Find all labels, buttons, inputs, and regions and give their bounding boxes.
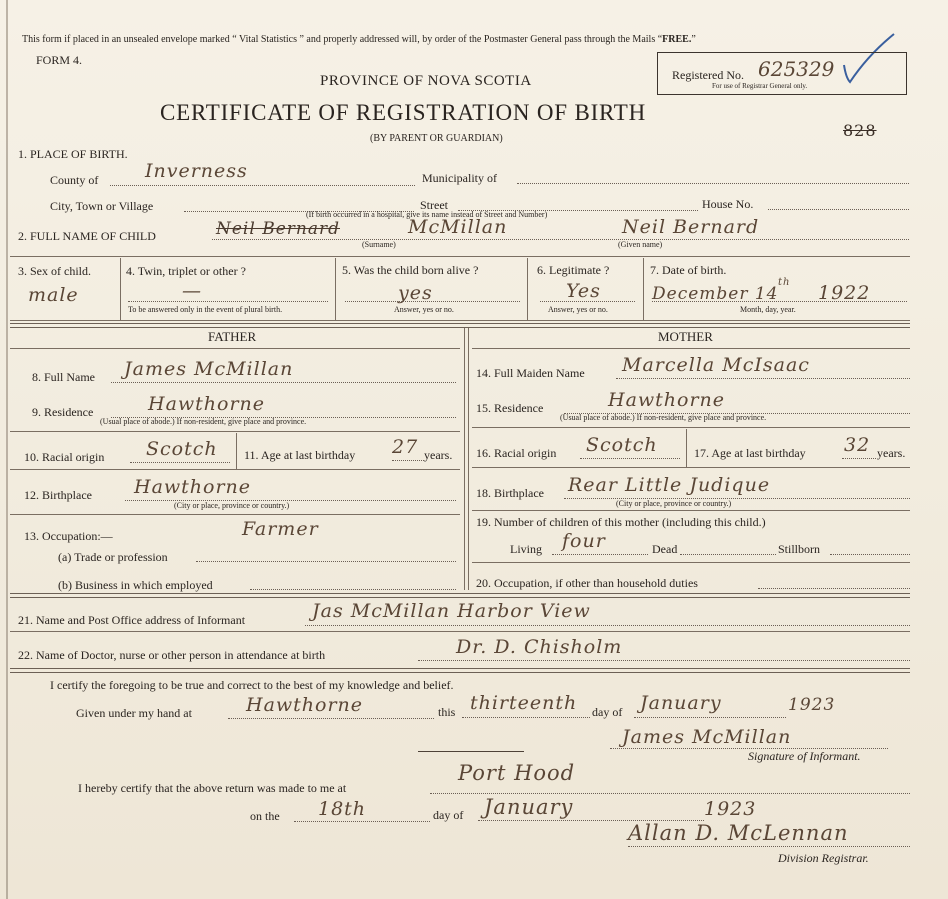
given-caption: (Given name) bbox=[618, 240, 663, 249]
postal-notice bbox=[22, 33, 696, 47]
col-divider-4 bbox=[643, 258, 644, 320]
given-under-label: Given under my hand at bbox=[76, 706, 192, 720]
mother-racial-label: 16. Racial origin bbox=[476, 446, 557, 460]
return-year-value: 1923 bbox=[704, 798, 757, 820]
alive-line bbox=[345, 301, 520, 302]
return-place-line bbox=[430, 793, 910, 794]
father-occupation-label: 13. Occupation:— bbox=[24, 529, 113, 543]
registrar-signature: Allan D. McLennan bbox=[628, 821, 849, 845]
mother-heading-rule bbox=[472, 348, 910, 349]
dob-suffix: th bbox=[778, 277, 791, 288]
parents-divider-right bbox=[468, 328, 469, 590]
mother-name-label: 14. Full Maiden Name bbox=[476, 366, 585, 380]
father-birthplace-label: 12. Birthplace bbox=[24, 488, 92, 502]
mother-rule-1 bbox=[472, 427, 910, 428]
doctor-bottom-rule bbox=[10, 668, 910, 673]
father-age-value: 27 bbox=[392, 436, 419, 458]
father-age-label: 11. Age at last birthday bbox=[244, 448, 356, 462]
certificate-subtitle: (BY PARENT OR GUARDIAN) bbox=[370, 133, 503, 144]
col-divider-1 bbox=[120, 258, 121, 320]
child-name-label: 2. FULL NAME OF CHILD bbox=[18, 229, 156, 243]
doctor-line bbox=[418, 660, 910, 661]
city-label: City, Town or Village bbox=[50, 199, 154, 213]
doctor-value: Dr. D. Chisholm bbox=[456, 636, 623, 658]
dob-month-day: December 14 bbox=[652, 284, 779, 304]
col-divider-3 bbox=[527, 258, 528, 320]
father-heading: FATHER bbox=[208, 329, 257, 344]
surname-caption: (Surname) bbox=[362, 240, 396, 249]
child-given-name: Neil Bernard bbox=[622, 216, 760, 238]
postal-notice-free: FREE. bbox=[662, 34, 692, 45]
father-rule-3 bbox=[10, 514, 460, 515]
alive-label: 5. Was the child born alive ? bbox=[342, 263, 479, 277]
informant-top-rule bbox=[10, 593, 910, 598]
mother-birthplace-label: 18. Birthplace bbox=[476, 486, 544, 500]
return-statement: I hereby certify that the above return was made to me at bbox=[78, 781, 347, 795]
mother-age-unit: years. bbox=[877, 446, 906, 460]
return-month-value: January bbox=[484, 795, 574, 819]
mother-rule-4 bbox=[472, 562, 910, 563]
father-residence-label: 9. Residence bbox=[32, 405, 94, 419]
father-rule-2 bbox=[10, 469, 460, 470]
certificate-title: CERTIFICATE OF REGISTRATION OF BIRTH bbox=[160, 100, 647, 125]
certify-statement: I certify the foregoing to be true and correct to the best of my knowledge and belief. bbox=[50, 678, 454, 692]
father-birthplace-note: (City or place, province or country.) bbox=[174, 501, 290, 510]
registered-note: For use of Registrar General only. bbox=[712, 82, 808, 90]
mother-birthplace-note: (City or place, province or country.) bbox=[616, 499, 732, 508]
given-day-of-label: day of bbox=[592, 705, 623, 719]
dob-line bbox=[652, 301, 907, 302]
hospital-note: (If birth occurred in a hospital, give its name instead of Street and Number) bbox=[306, 210, 548, 219]
father-rule-1 bbox=[10, 431, 460, 432]
dob-year: 1922 bbox=[818, 282, 871, 304]
father-birthplace-value: Hawthorne bbox=[134, 476, 252, 498]
given-place-line bbox=[228, 718, 434, 719]
form-number: FORM 4. bbox=[36, 53, 83, 67]
doctor-label: 22. Name of Doctor, nurse or other person in attendance at birth bbox=[18, 648, 326, 662]
mother-living-value: four bbox=[562, 530, 606, 552]
parents-top-rule bbox=[10, 323, 910, 328]
father-occupation-value: Farmer bbox=[242, 518, 319, 540]
dob-note: Month, day, year. bbox=[740, 305, 796, 314]
child-name-struck: Neil Bernard bbox=[216, 219, 340, 239]
sex-value: male bbox=[28, 284, 79, 306]
child-name-line bbox=[212, 239, 909, 240]
page-edge bbox=[6, 0, 8, 899]
legitimate-value: Yes bbox=[566, 280, 601, 302]
place-of-birth-heading: 1. PLACE OF BIRTH. bbox=[18, 147, 128, 161]
informant-label: 21. Name and Post Office address of Informant bbox=[18, 613, 246, 627]
father-racial-value: Scotch bbox=[146, 438, 218, 460]
legitimate-line bbox=[540, 301, 635, 302]
return-place-value: Port Hood bbox=[458, 761, 576, 785]
given-day-line bbox=[462, 717, 590, 718]
given-this-label: this bbox=[438, 705, 456, 719]
mother-residence-note: (Usual place of abode.) If non-resident, give place and province. bbox=[560, 413, 767, 422]
legitimate-note: Answer, yes or no. bbox=[548, 305, 608, 314]
mother-age-value: 32 bbox=[844, 434, 871, 456]
county-label: County of bbox=[50, 173, 99, 187]
postal-notice-close: ” bbox=[691, 34, 696, 45]
child-surname: McMillan bbox=[408, 216, 508, 238]
registered-label: Registered No. bbox=[672, 68, 744, 82]
twin-note: To be answered only in the event of plural birth. bbox=[128, 305, 283, 314]
mother-stillborn-line bbox=[830, 554, 910, 555]
father-name-line bbox=[111, 382, 456, 383]
col-divider-2 bbox=[335, 258, 336, 320]
father-age-unit: years. bbox=[424, 448, 453, 462]
municipality-label: Municipality of bbox=[422, 171, 497, 185]
mother-occupation-line bbox=[758, 588, 910, 589]
corner-mark: 828 bbox=[843, 121, 877, 140]
mother-living-label: Living bbox=[510, 542, 542, 556]
mother-age-line bbox=[842, 458, 876, 459]
municipality-line bbox=[517, 183, 909, 184]
registrar-signature-line bbox=[628, 846, 910, 847]
return-day-value: 18th bbox=[318, 798, 367, 820]
province-heading: PROVINCE OF NOVA SCOTIA bbox=[320, 73, 532, 89]
given-month-value: January bbox=[640, 692, 722, 714]
informant-signature-caption: Signature of Informant. bbox=[748, 749, 861, 763]
father-business-line bbox=[250, 589, 456, 590]
alive-value: yes bbox=[398, 282, 433, 304]
county-line bbox=[110, 185, 415, 186]
father-residence-note: (Usual place of abode.) If non-resident, give place and province. bbox=[100, 417, 307, 426]
mother-rule-2 bbox=[472, 467, 910, 468]
county-value: Inverness bbox=[145, 160, 248, 182]
dob-label: 7. Date of birth. bbox=[650, 263, 727, 277]
sex-label: 3. Sex of child. bbox=[18, 264, 91, 278]
street-label: Street bbox=[420, 198, 448, 212]
legitimate-label: 6. Legitimate ? bbox=[537, 263, 610, 277]
house-line bbox=[768, 209, 909, 210]
father-age-line bbox=[392, 460, 424, 461]
mother-name-line bbox=[616, 378, 910, 379]
father-racial-line bbox=[130, 462, 230, 463]
mother-dead-line bbox=[680, 554, 776, 555]
mother-rule-3 bbox=[472, 510, 910, 511]
father-name-value: James McMillan bbox=[124, 358, 294, 380]
return-on-the-label: on the bbox=[250, 809, 280, 823]
mother-residence-label: 15. Residence bbox=[476, 401, 544, 415]
house-label: House No. bbox=[702, 197, 754, 211]
mother-racial-value: Scotch bbox=[586, 434, 658, 456]
row-bottom-rule bbox=[10, 320, 910, 321]
twin-label: 4. Twin, triplet or other ? bbox=[126, 264, 246, 278]
mother-racial-divider bbox=[686, 429, 687, 467]
mother-racial-line bbox=[580, 458, 680, 459]
father-name-label: 8. Full Name bbox=[32, 370, 95, 384]
mother-heading: MOTHER bbox=[658, 329, 713, 344]
mother-living-line bbox=[552, 554, 648, 555]
mother-dead-label: Dead bbox=[652, 542, 678, 556]
informant-signature: James McMillan bbox=[622, 726, 792, 748]
given-place-value: Hawthorne bbox=[246, 694, 364, 716]
mother-age-label: 17. Age at last birthday bbox=[694, 446, 806, 460]
return-day-of-label: day of bbox=[433, 808, 464, 822]
father-residence-value: Hawthorne bbox=[148, 393, 266, 415]
alive-note: Answer, yes or no. bbox=[394, 305, 454, 314]
father-trade-line bbox=[196, 561, 456, 562]
father-heading-rule bbox=[10, 348, 460, 349]
mother-birthplace-value: Rear Little Judique bbox=[568, 474, 771, 496]
father-business-label: (b) Business in which employed bbox=[58, 578, 213, 592]
parents-divider-left bbox=[464, 328, 465, 590]
given-month-line bbox=[634, 717, 786, 718]
mother-occupation-label: 20. Occupation, if other than household duties bbox=[476, 576, 698, 590]
postal-notice-text: This form if placed in an unsealed envelope marked “ Vital Statistics ” and properly addressed will, by order of the Postmaster General pass through the Mails “ bbox=[22, 34, 663, 45]
twin-line bbox=[128, 301, 328, 302]
return-day-line bbox=[294, 821, 430, 822]
short-rule bbox=[418, 751, 524, 752]
given-day-value: thirteenth bbox=[470, 692, 578, 714]
mother-stillborn-label: Stillborn bbox=[778, 542, 821, 556]
row-top-rule bbox=[10, 256, 910, 257]
mother-name-value: Marcella McIsaac bbox=[622, 354, 810, 376]
father-racial-divider bbox=[236, 433, 237, 469]
informant-value: Jas McMillan Harbor View bbox=[312, 600, 591, 622]
mother-children-label: 19. Number of children of this mother (including this child.) bbox=[476, 515, 766, 529]
registered-number: 625329 bbox=[758, 57, 835, 81]
informant-bottom-rule bbox=[10, 631, 910, 632]
given-year-value: 1923 bbox=[788, 695, 836, 715]
mother-residence-value: Hawthorne bbox=[608, 389, 726, 411]
informant-line bbox=[305, 625, 910, 626]
registrar-caption: Division Registrar. bbox=[778, 851, 869, 865]
father-racial-label: 10. Racial origin bbox=[24, 450, 105, 464]
twin-value: — bbox=[182, 280, 202, 302]
father-trade-label: (a) Trade or profession bbox=[58, 550, 168, 564]
